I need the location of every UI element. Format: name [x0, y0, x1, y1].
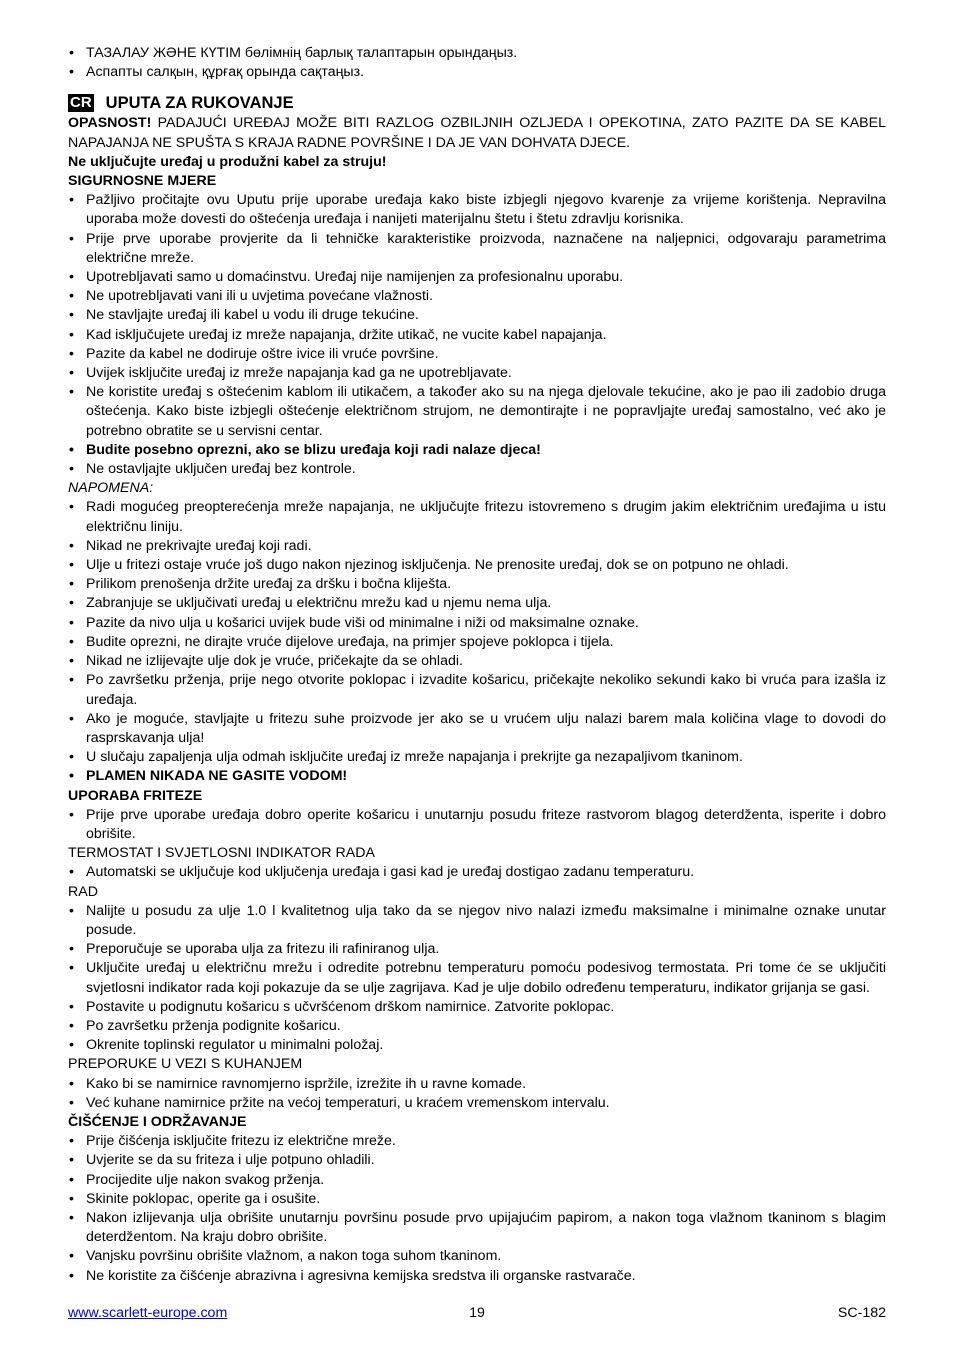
list-item: • Zabranjuje se uključivati uređaj u električnu mrežu kad u njemu nema ulja.	[68, 594, 886, 613]
list-item: • Budite posebno oprezni, ako se blizu uređaja koji radi nalaze djeca!	[68, 441, 886, 460]
list-item: • Prije prve uporabe provjerite da li tehničke karakteristike proizvoda, naznačene na naljepnici, odgovaraju parametrima električne mreže.	[68, 230, 886, 268]
list-item: • Uvijek isključite uređaj iz mreže napajanja kad ga ne upotrebljavate.	[68, 364, 886, 383]
list-item: • Ulje u fritezi ostaje vruće još dugo nakon njezinog isključenja. Ne prenosite uređaj, dok se on potpuno ne ohladi.	[68, 556, 886, 575]
list-item: • Upotrebljavati samo u domaćinstvu. Uređaj nije namijenjen za profesionalnu uporabu.	[68, 268, 886, 287]
list-item: • Po završetku prženja podignite košaricu.	[68, 1017, 886, 1036]
model-number: SC-182	[837, 1305, 886, 1321]
list-item: • Postavite u podignutu košaricu s učvršćenom drškom namirnice. Zatvorite poklopac.	[68, 998, 886, 1017]
list-item: • Pažljivo pročitajte ovu Uputu prije uporabe uređaja kako biste izbjegli njegovo kvarenje za vrijeme korištenja. Nepravilna uporaba može dovesti do oštećenja uređaja i nanijeti materijalnu štetu i štetu zdravlju korisnika.	[68, 191, 886, 229]
list-item: • Uključite uređaj u električnu mrežu i odredite potrebnu temperaturu pomoću podesivog termostata. Pri tome će se uključiti svjetlosni indikator rada koji pokazuje da se ulje zagrijava. Kad je ulje dobilo određenu temperaturu, indikator grijanja se gasi.	[68, 959, 886, 997]
list-item: • Prije prve uporabe uređaja dobro operite košaricu i unutarnju posudu friteze rastvorom blagog deterdženta, isperite i dobro obrišite.	[68, 806, 886, 844]
list-item: • Pazite da nivo ulja u košarici uvijek bude viši od minimalne i niži od maksimalne oznake.	[68, 614, 886, 633]
list-item: • Kad isključujete uređaj iz mreže napajanja, držite utikač, ne vucite kabel napajanja.	[68, 326, 886, 345]
list-item: • Vanjsku površinu obrišite vlažnom, a nakon toga suhom tkaninom.	[68, 1247, 886, 1266]
list-item: • Pazite da kabel ne dodiruje oštre ivice ili vruće površine.	[68, 345, 886, 364]
list-item: • Аспапты салқын, құрғақ орында сақтаңыз.	[68, 63, 886, 82]
list-item: • Ne upotrebljavati vani ili u uvjetima povećane vlažnosti.	[68, 287, 886, 306]
operation-heading: RAD	[68, 883, 98, 900]
list-item: • Ako je moguće, stavljajte u fritezu suhe proizvode jer ako se u vrućem ulju nalazi barem mala količina vlage to dovodi do rasprskavanja ulja!	[68, 710, 886, 748]
cooking-heading: PREPORUKE U VEZI S KUHANJEM	[68, 1056, 303, 1073]
usage-heading: UPORABA FRITEZE	[68, 787, 203, 804]
danger-warning	[68, 114, 886, 152]
list-item: • Skinite poklopac, operite ga i osušite.	[68, 1190, 886, 1209]
thermostat-list	[68, 863, 886, 882]
list-item: • Budite oprezni, ne dirajte vruće dijelove uređaja, na primjer spojeve poklopca i tijela.	[68, 633, 886, 652]
list-item: • Prilikom prenošenja držite uređaj za dršku i bočna kliješta.	[68, 575, 886, 594]
list-item: • U slučaju zapaljenja ulja odmah isključite uređaj iz mreže napajanja i prekrijte ga nezapaljivom tkaninom.	[68, 748, 886, 767]
intro-bullet-list	[68, 44, 886, 82]
section-header	[68, 92, 886, 114]
cleaning-heading: ČIŠĆENJE I ODRŽAVANJE	[68, 1113, 247, 1130]
usage-list	[68, 806, 886, 844]
page-footer	[68, 1303, 886, 1323]
list-item: • Uvjerite se da su friteza i ulje potpuno ohladili.	[68, 1151, 886, 1170]
list-item: • Nikad ne izlijevajte ulje dok je vruće, pričekajte da se ohladi.	[68, 652, 886, 671]
list-item: • Ne koristite uređaj s oštećenim kablom ili utikačem, a također ako su na njega djelovale tekućine, ako je pao ili zadobio druga oštećenja. Kako biste izbjegli oštećenje električnom strujom, ne demontirajte i ne popravljajte uređaj samostalno, već ako je potrebno obratite se u servisni centar.	[68, 383, 886, 441]
cooking-list	[68, 1075, 886, 1113]
list-item: • Okrenite toplinski regulator u minimalni položaj.	[68, 1036, 886, 1055]
list-item: • Po završetku prženja, prije nego otvorite poklopac i izvadite košaricu, pričekajte nekoliko sekundi kako bi vruća para izašla iz uređaja.	[68, 671, 886, 709]
list-item: • Nalijte u posudu za ulje 1.0 l kvalitetnog ulja tako da se njegov nivo nalazi između maksimalne i minimalne oznake unutar posude.	[68, 902, 886, 940]
note-heading: NAPOMENA:	[68, 480, 154, 497]
list-item: • Nakon izlijevanja ulja obrišite unutarnju površinu posude prvo upijajućim papirom, a nakon toga vlažnom tkaninom s blagim deterdžentom. Na kraju dobro obrišite.	[68, 1209, 886, 1247]
list-item: • Ne stavljajte uređaj ili kabel u vodu ili druge tekućine.	[68, 306, 886, 325]
note-list	[68, 498, 886, 786]
safety-list	[68, 191, 886, 479]
list-item: • Već kuhane namirnice pržite na većoj temperaturi, u kraćem vremenskom intervalu.	[68, 1094, 886, 1113]
list-item: • Ne ostavljajte uključen uređaj bez kontrole.	[68, 460, 886, 479]
section-title: UPUTA ZA RUKOVANJE	[105, 93, 294, 112]
page-number: 19	[469, 1305, 485, 1321]
safety-heading: SIGURNOSNE MJERE	[68, 173, 217, 190]
list-item: • Prije čišćenja isključite fritezu iz električne mreže.	[68, 1132, 886, 1151]
list-item: • Procijedite ulje nakon svakog prženja.	[68, 1171, 886, 1190]
list-item: • Ne koristite za čišćenje abrazivna i agresivna kemijska sredstva ili organske rastvarače.	[68, 1267, 886, 1286]
list-item: • Automatski se uključuje kod uključenja uređaja i gasi kad je uređaj dostigao zadanu temperaturu.	[68, 863, 886, 882]
list-item: • ТАЗАЛАУ ЖӘНЕ КҮТІМ бөлімнің барлық талаптарын орындаңыз.	[68, 44, 886, 63]
danger-label: OPASNOST!	[68, 115, 152, 132]
list-item: • PLAMEN NIKADA NE GASITE VODOM!	[68, 767, 886, 786]
website-link[interactable]: www.scarlett-europe.com	[68, 1305, 228, 1321]
list-item: • Radi mogućeg preopterećenja mreže napajanja, ne uključujte fritezu istovremeno s drugim jakim električnim uređajima u istu električnu liniju.	[68, 498, 886, 536]
language-badge: CR	[70, 94, 92, 112]
document-body	[68, 44, 886, 1286]
list-item: • Preporučuje se uporaba ulja za fritezu ili rafiniranog ulja.	[68, 940, 886, 959]
operation-list	[68, 902, 886, 1056]
danger-text: PADAJUĆI UREĐAJ MOŽE BITI RAZLOG OZBILJNIH OZLJEDA I OPEKOTINA, ZATO PAZITE DA SE KABEL NAPAJANJA NE SPUŠTA S KRAJA RADNE POVRŠINE I DA JE VAN DOHVATA DJECE.	[68, 115, 886, 151]
extension-cord-warning: Ne uključujte uređaj u produžni kabel za struju!	[68, 153, 387, 170]
list-item: • Nikad ne prekrivajte uređaj koji radi.	[68, 537, 886, 556]
list-item: • Kako bi se namirnice ravnomjerno ispržile, izrežite ih u ravne komade.	[68, 1075, 886, 1094]
cleaning-list	[68, 1132, 886, 1286]
thermostat-heading: TERMOSTAT I SVJETLOSNI INDIKATOR RADA	[68, 845, 375, 862]
